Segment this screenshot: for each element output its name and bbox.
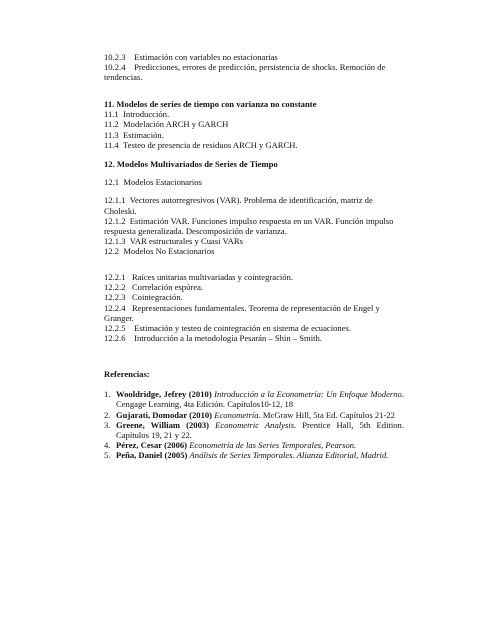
item-text: Introducción. xyxy=(123,109,170,120)
reference-item xyxy=(104,410,404,420)
section-heading: 11. Modelos de series de tiempo con varianza no constante xyxy=(104,99,317,109)
item-number: 12.2.6 xyxy=(104,333,126,344)
reference-author: Greene, William (2003) xyxy=(116,419,210,430)
reference-author: Pérez, Cesar (2006) xyxy=(116,440,188,451)
reference-item xyxy=(104,389,404,409)
section-heading: 12. Modelos Multivariados de Series de Tiempo xyxy=(104,159,278,169)
reference-rest: . Cengage Learning, 4ta Edición. Capítulos10-12, 18 xyxy=(116,389,404,410)
item-12-1 xyxy=(104,177,404,187)
references-section xyxy=(104,369,404,461)
item-text: Cointegración. xyxy=(131,292,183,303)
item-number: 12.2.3 xyxy=(104,292,126,303)
item-text: Modelos Estacionarios xyxy=(123,177,202,188)
reference-text xyxy=(116,420,404,440)
reference-index: 1. xyxy=(104,389,111,400)
reference-author: Gujarati, Domodar (2010) xyxy=(116,409,213,420)
item-text: Correlación espúrea. xyxy=(131,282,204,293)
item-number: 11.3 xyxy=(104,129,119,140)
reference-author: Peña, Daniel (2005) xyxy=(116,450,188,461)
item-number: 11.2 xyxy=(104,119,119,130)
item-number: 12.2.1 xyxy=(104,272,126,282)
references-heading: Referencias: xyxy=(104,369,150,379)
reference-text xyxy=(116,410,404,420)
item-11-2 xyxy=(104,119,404,129)
item-text: Vectores autorregresivos (VAR). Problema de identificación, matriz de Choleski. xyxy=(104,195,373,216)
item-number: 10.2.4 xyxy=(104,62,126,73)
item-12-2-4 xyxy=(104,303,404,323)
item-text: VAR estructurales y Cuasi VARs xyxy=(129,236,243,247)
reference-title: Econometría xyxy=(214,409,259,420)
reference-index: 3. xyxy=(104,419,111,430)
reference-index: 4. xyxy=(104,440,111,451)
item-10-2-3 xyxy=(104,52,404,62)
item-number: 10.2.3 xyxy=(104,52,126,62)
item-12-1-1 xyxy=(104,195,404,215)
item-12-1-2 xyxy=(104,216,404,236)
reference-item xyxy=(104,420,404,440)
item-12-2 xyxy=(104,246,404,256)
item-12-2-5 xyxy=(104,323,404,333)
item-text: Estimación con variables no estacionarias xyxy=(134,52,278,62)
reference-author: Wooldridge, Jefrey (2010) xyxy=(116,389,212,400)
reference-item xyxy=(104,440,404,450)
item-text: Estimación y testeo de cointegración en sistema de ecuaciones. xyxy=(134,323,351,334)
reference-title: Análisis de Series Temporales. Alianza Editorial, Madrid. xyxy=(189,450,389,461)
item-11-4 xyxy=(104,140,404,150)
item-12-2-3 xyxy=(104,292,404,302)
item-number: 11.1 xyxy=(104,109,119,120)
section-11 xyxy=(104,99,404,150)
item-number: 12.2.2 xyxy=(104,282,126,293)
item-number: 12.2.4 xyxy=(104,302,126,313)
reference-title: Introducción a la Econometría: Un Enfoque Moderno xyxy=(214,389,402,400)
reference-text xyxy=(116,389,404,409)
item-number: 12.2 xyxy=(104,246,120,257)
item-11-3 xyxy=(104,130,404,140)
section-12 xyxy=(104,159,404,257)
item-number: 12.1.1 xyxy=(104,195,126,206)
item-number: 12.2.5 xyxy=(104,323,126,334)
reference-text xyxy=(116,450,404,460)
reference-rest: . McGraw Hill, 5ta Ed. Capítulos 21-22 xyxy=(258,409,395,420)
item-number: 11.4 xyxy=(104,139,119,150)
item-text: Modelos No Estacionarios xyxy=(123,246,215,257)
item-12-2-2 xyxy=(104,282,404,292)
item-12-2-1 xyxy=(104,272,404,282)
section-12-2-items xyxy=(104,272,404,343)
item-11-1 xyxy=(104,109,404,119)
item-12-2-6 xyxy=(104,333,404,343)
item-10-2-4 xyxy=(104,62,404,82)
reference-title: Econometría de las Series Temporales, Pearson. xyxy=(189,440,357,451)
reference-item xyxy=(104,450,404,460)
item-number: 12.1.2 xyxy=(104,215,126,226)
section-10-items xyxy=(104,52,404,83)
item-12-1-3 xyxy=(104,236,404,246)
item-text: Estimación. xyxy=(123,129,164,140)
item-text: Raíces unitarias multivariadas y cointegración. xyxy=(131,272,294,282)
item-text: Estimación VAR. Funciones impulso respuesta en un VAR. Función impulso respuesta generalizada. Descomposición de varianza. xyxy=(104,215,394,237)
reference-title: Econometric Analysis xyxy=(215,419,295,430)
reference-rest: . Prentice Hall, 5th Edition. Capítulos 19, 21 y 22. xyxy=(116,419,404,441)
item-text: Introducción a la metodología Pesarán – Shin – Smith. xyxy=(134,333,322,344)
item-text: Representaciones fundamentales. Teorema de representación de Engel y Granger. xyxy=(104,302,380,323)
item-text: Predicciones, errores de predicción, persistencia de shocks. Remoción de tendencias. xyxy=(104,62,386,83)
reference-text xyxy=(116,440,404,450)
reference-index: 5. xyxy=(104,450,111,461)
item-number: 12.1 xyxy=(104,177,120,188)
reference-index: 2. xyxy=(104,409,111,420)
item-text: Testeo de presencia de residuos ARCH y GARCH. xyxy=(123,139,298,150)
item-text: Modelación ARCH y GARCH xyxy=(123,119,229,130)
item-number: 12.1.3 xyxy=(104,236,126,247)
